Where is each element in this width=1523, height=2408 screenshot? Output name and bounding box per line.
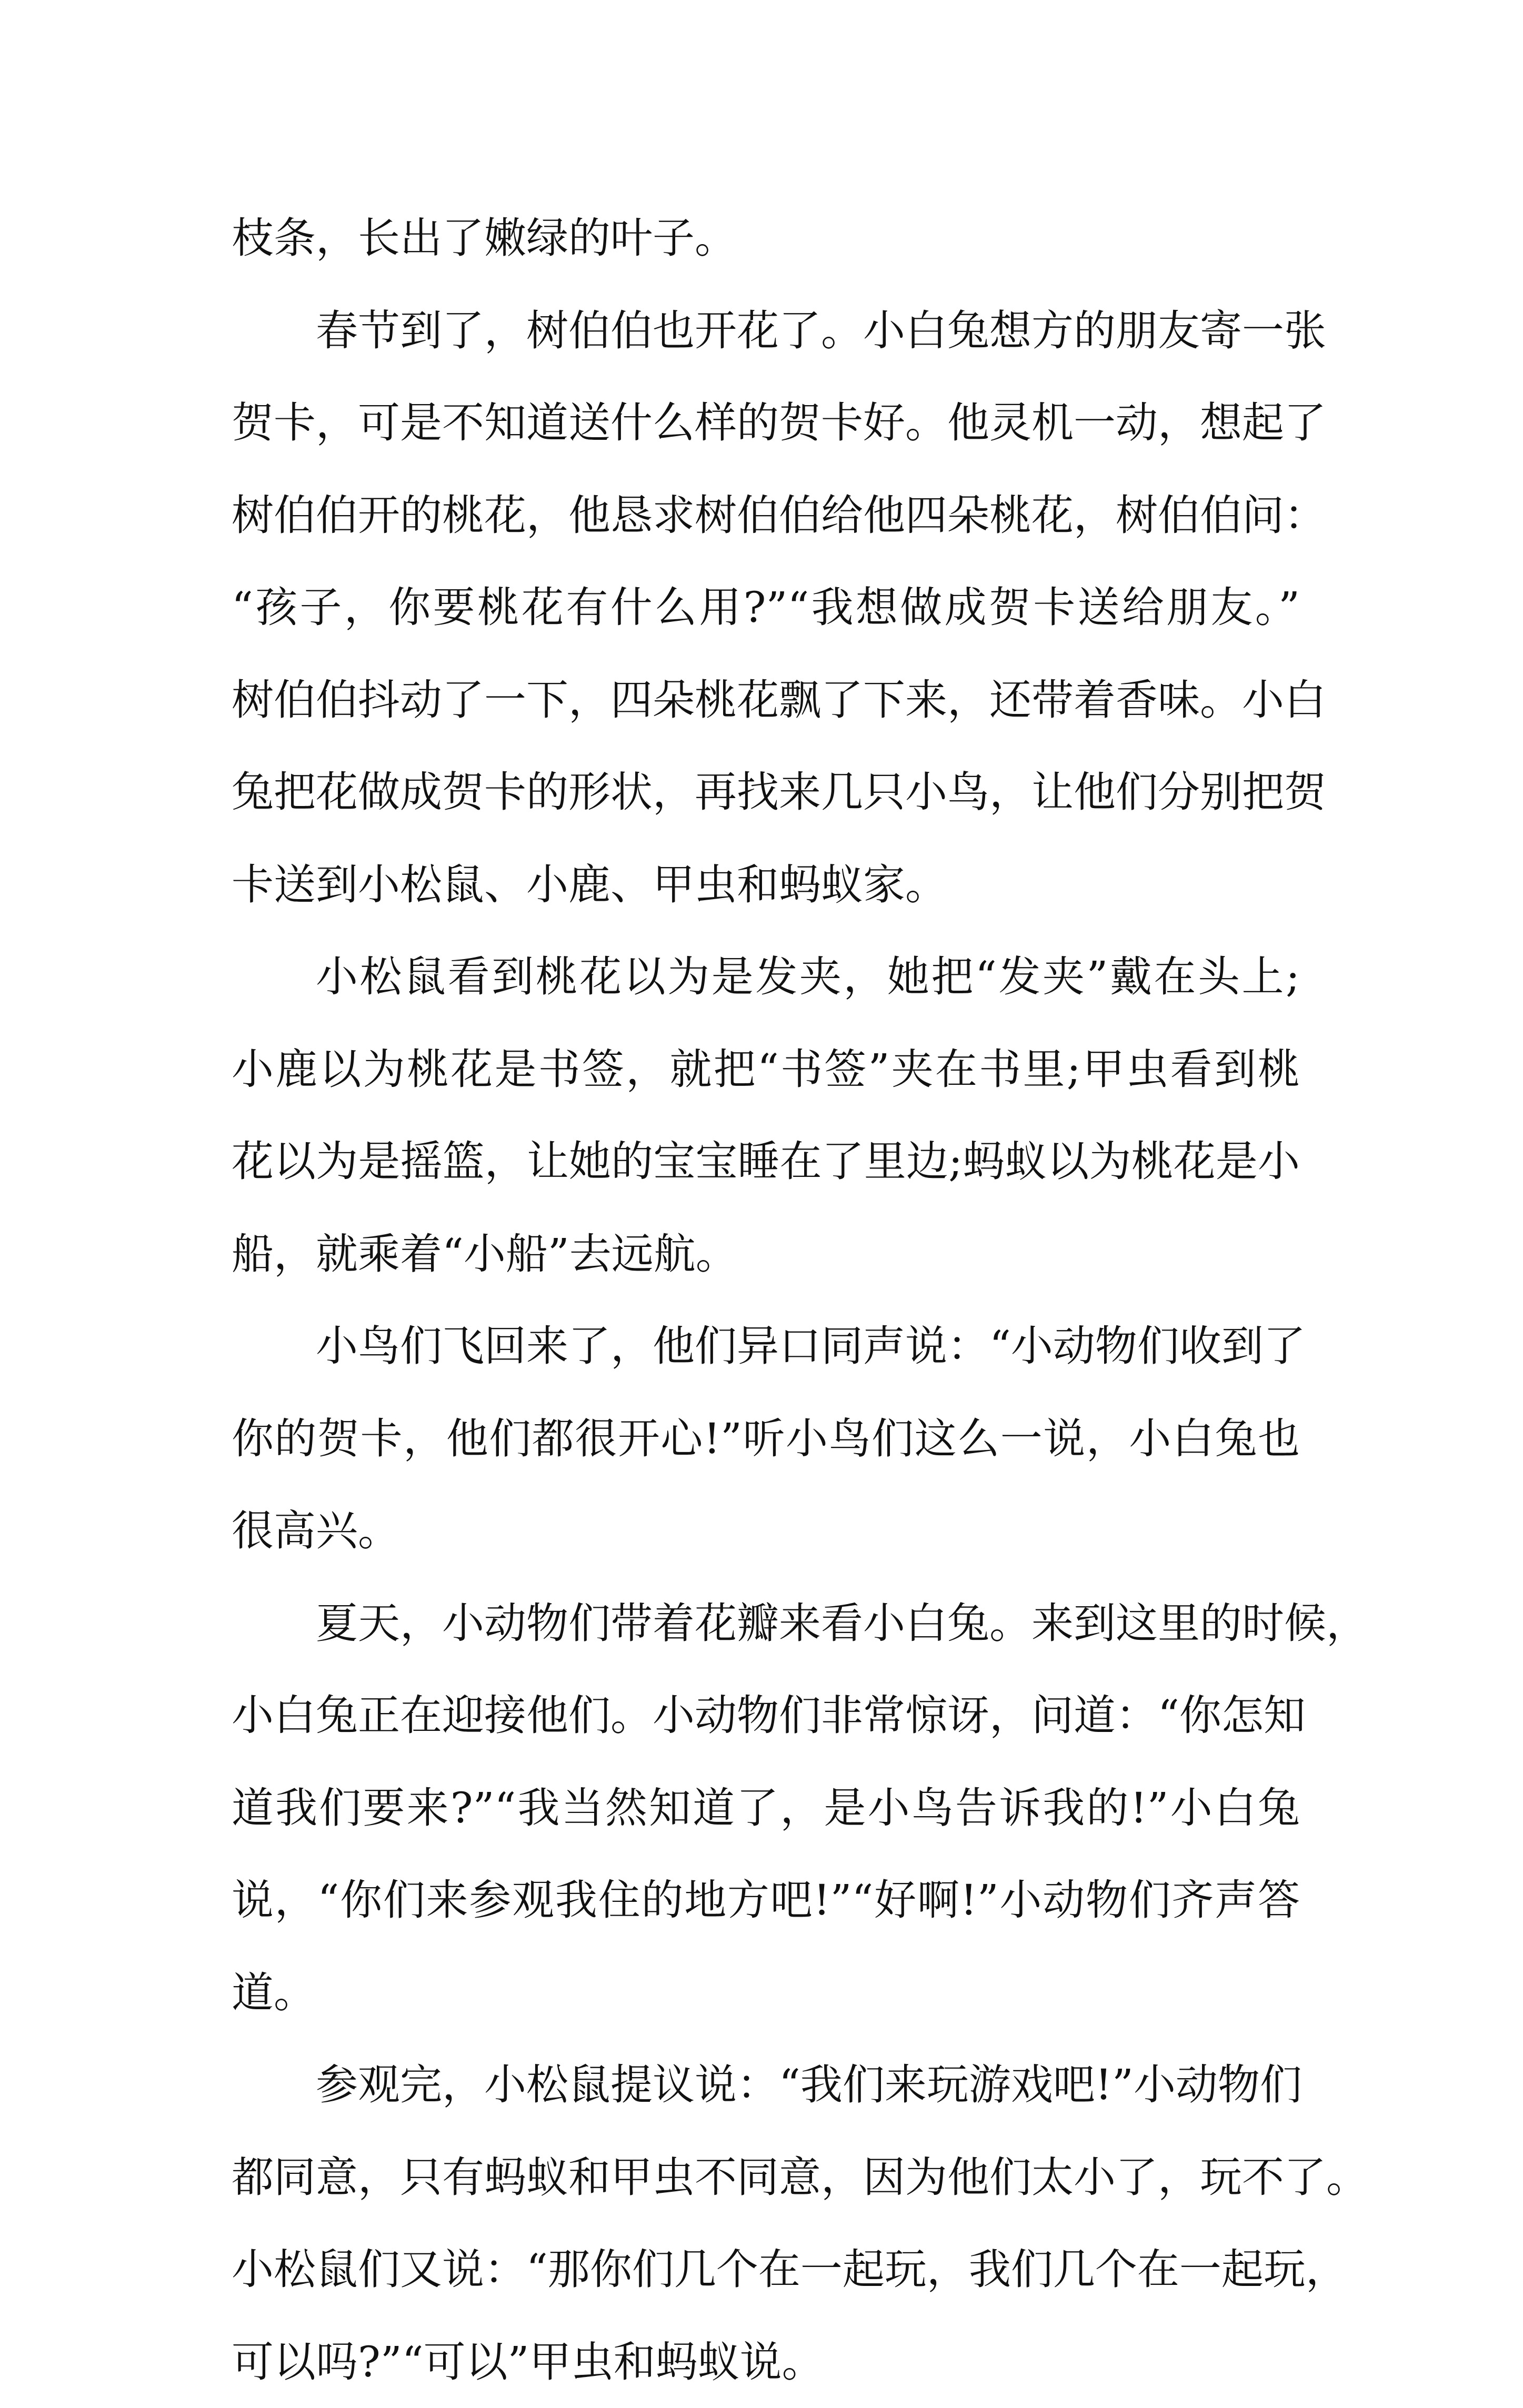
text-line: 卡送到小松鼠、小鹿、甲虫和蚂蚁家。 (232, 839, 1300, 931)
story-text (232, 192, 1300, 2408)
text-line: 小白兔正在迎接他们。小动物们非常惊讶，问道：“你怎知 (232, 1669, 1300, 1762)
text-line: “孩子，你要桃花有什么用?”“我想做成贺卡送给朋友。” (232, 561, 1300, 654)
text-line: 道我们要来?”“我当然知道了，是小鸟告诉我的!”小白兔 (232, 1762, 1300, 1855)
text-line: 小松鼠看到桃花以为是发夹，她把“发夹”戴在头上; (232, 931, 1300, 1023)
text-line: 道。 (232, 1947, 1300, 2039)
text-line: 花以为是摇篮，让她的宝宝睡在了里边;蚂蚁以为桃花是小 (232, 1115, 1300, 1208)
text-line: 树伯伯抖动了一下，四朵桃花飘了下来，还带着香味。小白 (232, 654, 1300, 747)
text-line: 贺卡，可是不知道送什么样的贺卡好。他灵机一动，想起了 (232, 377, 1300, 469)
text-line: 枝条，长出了嫩绿的叶子。 (232, 192, 1300, 285)
text-line: 兔把花做成贺卡的形状，再找来几只小鸟，让他们分别把贺 (232, 746, 1300, 839)
text-line: 说，“你们来参观我住的地方吧!”“好啊!”小动物们齐声答 (232, 1854, 1300, 1947)
text-line: 你的贺卡，他们都很开心!”听小鸟们这么一说，小白兔也 (232, 1393, 1300, 1485)
text-line: 春节到了，树伯伯也开花了。小白兔想方的朋友寄一张 (232, 285, 1300, 377)
text-line: 都同意，只有蚂蚁和甲虫不同意，因为他们太小了，玩不了。 (232, 2131, 1300, 2224)
text-line: 船，就乘着“小船”去远航。 (232, 1208, 1300, 1301)
text-line: 树伯伯开的桃花，他恳求树伯伯给他四朵桃花，树伯伯问： (232, 469, 1300, 562)
text-line: 小鸟们飞回来了，他们异口同声说：“小动物们收到了 (232, 1300, 1300, 1393)
text-line: 小鹿以为桃花是书签，就把“书签”夹在书里;甲虫看到桃 (232, 1023, 1300, 1116)
text-line: 参观完，小松鼠提议说：“我们来玩游戏吧!”小动物们 (232, 2039, 1300, 2131)
text-line: 很高兴。 (232, 1485, 1300, 1577)
text-line: 可以吗?”“可以”甲虫和蚂蚁说。 (232, 2316, 1300, 2408)
text-line: 小松鼠们又说：“那你们几个在一起玩，我们几个在一起玩， (232, 2223, 1300, 2316)
text-line: 夏天，小动物们带着花瓣来看小白兔。来到这里的时候， (232, 1577, 1300, 1670)
